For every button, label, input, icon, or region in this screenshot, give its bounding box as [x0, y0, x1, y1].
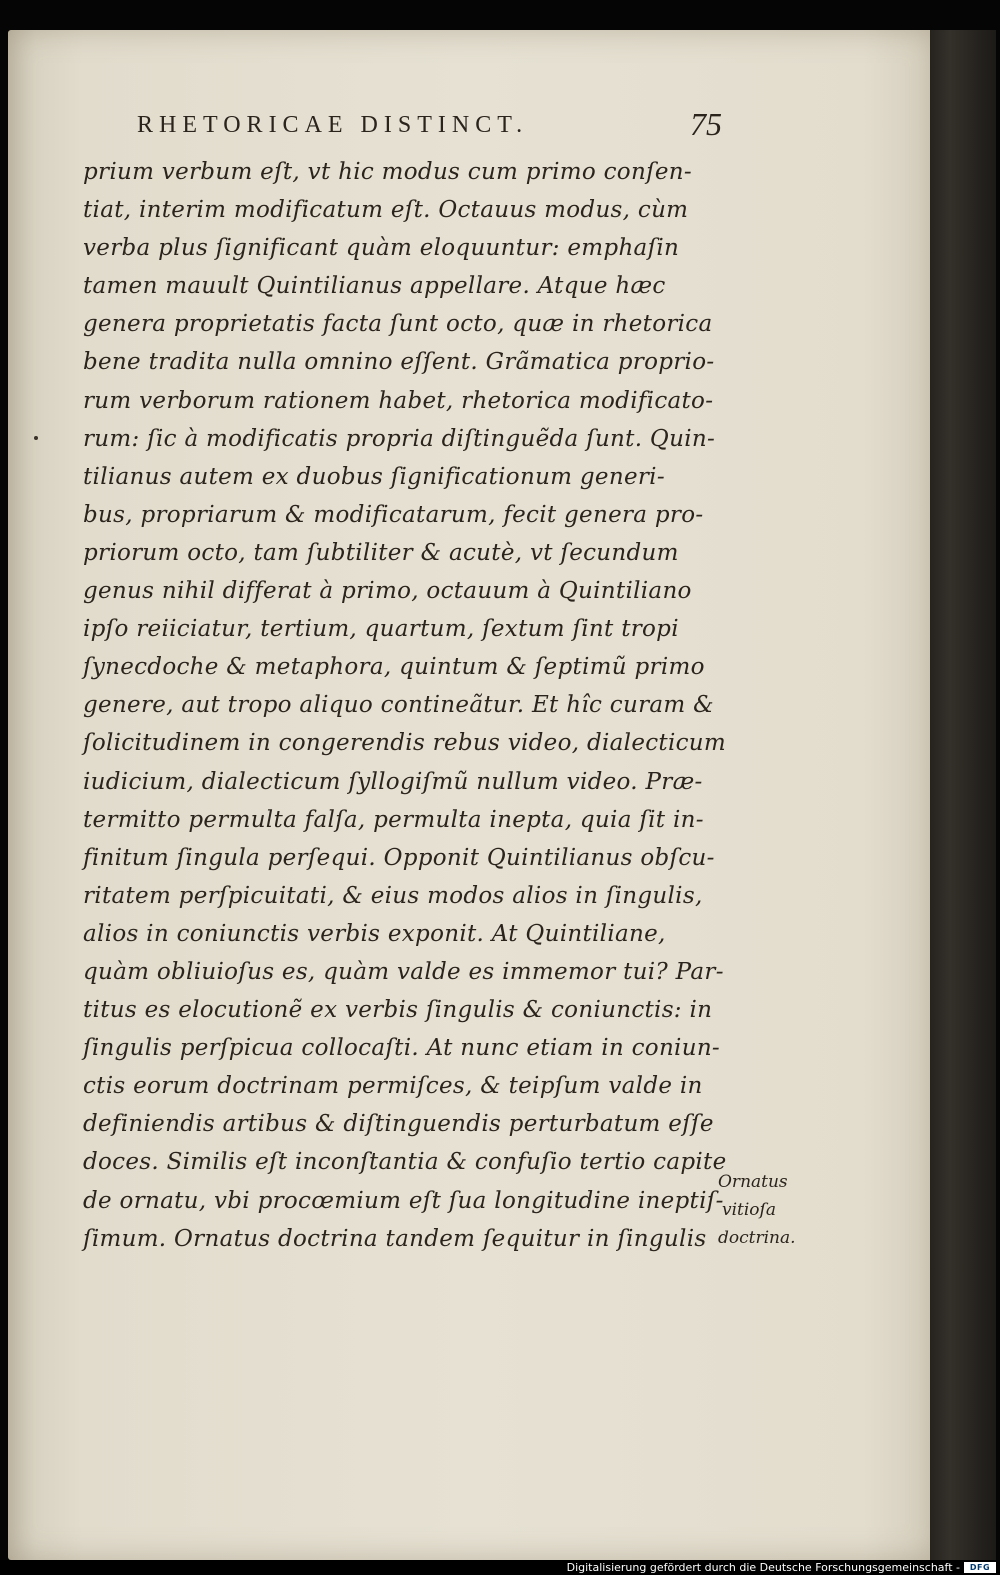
- text-line: rum verborum rationem habet, rhetorica modificato-: [83, 387, 714, 414]
- text-line: doces. Similis eſt inconſtantia & confuſio tertio capite: [83, 1149, 727, 1176]
- text-line: ſynecdoche & metaphora, quintum & ſeptimũ primo: [83, 654, 705, 681]
- text-line: genere, aut tropo aliquo contineãtur. Et hîc curam &: [83, 692, 714, 719]
- text-line: genus nihil differat à primo, octauum à Quintiliano: [83, 578, 692, 605]
- text-line: verba plus ſignificant quàm eloquuntur: emphaſin: [83, 235, 680, 262]
- text-line: ſingulis perſpicua collocaſti. At nunc etiam in coniun-: [83, 1035, 721, 1062]
- text-line: ipſo reiiciatur, tertium, quartum, ſextum ſint tropi: [83, 616, 679, 643]
- text-line: bene tradita nulla omnino eſſent. Grãmatica proprio-: [83, 349, 715, 376]
- text-line: titus es elocutionẽ ex verbis ſingulis & coniunctis: in: [83, 997, 713, 1024]
- marginal-note-line: vitioſa: [722, 1200, 776, 1220]
- text-line: iudicium, dialecticum ſyllogiſmũ nullum video. Præ-: [83, 768, 703, 795]
- marginal-note-line: Ornatus: [718, 1172, 788, 1192]
- funding-credit: Digitalisierung gefördert durch die Deutsche Forschungsgemeinschaft -: [566, 1561, 960, 1574]
- ink-spot: [34, 436, 38, 440]
- text-line: ſimum. Ornatus doctrina tandem ſequitur in ſingulis: [83, 1225, 707, 1252]
- text-line: ſolicitudinem in congerendis rebus video, dialecticum: [83, 730, 727, 757]
- marginal-note-line: doctrina.: [718, 1228, 796, 1248]
- text-line: bus, propriarum & modificatarum, fecit genera pro-: [83, 501, 704, 528]
- dfg-logo: DFG: [964, 1562, 996, 1573]
- text-line: definiendis artibus & diſtinguendis perturbatum eſſe: [83, 1111, 714, 1138]
- running-title: RHETORICAE DISTINCT.: [137, 112, 529, 138]
- text-line: ctis eorum doctrinam permiſces, & teipſum valde in: [83, 1073, 703, 1100]
- text-line: genera proprietatis facta ſunt octo, quæ in rhetorica: [83, 311, 713, 338]
- body-text: [83, 153, 733, 1263]
- text-line: finitum ſingula perſequi. Opponit Quintilianus obſcu-: [83, 844, 715, 871]
- text-line: quàm obliuioſus es, quàm valde es immemor tui? Par-: [83, 958, 724, 985]
- marginal-note: [714, 1168, 814, 1252]
- text-line: prium verbum eſt, vt hic modus cum primo conſen-: [83, 159, 692, 185]
- text-line: tilianus autem ex duobus ſignificationum generi-: [83, 463, 665, 490]
- text-line: alios in coniunctis verbis exponit. At Quintiliane,: [83, 920, 666, 947]
- text-line: priorum octo, tam ſubtiliter & acutè, vt ſecundum: [83, 539, 679, 566]
- text-line: rum: ſic à modificatis propria diſtinguẽda ſunt. Quin-: [83, 425, 716, 452]
- text-line: tiat, interim modificatum eſt. Octauus modus, cùm: [83, 197, 689, 224]
- page-number: 75: [690, 106, 722, 142]
- text-line: tamen mauult Quintilianus appellare. Atque hæc: [83, 273, 666, 300]
- text-line: de ornatu, vbi procœmium eſt ſua longitudine ineptiſ-: [83, 1187, 724, 1214]
- text-line: termitto permulta falſa, permulta inepta, quia ſit in-: [83, 806, 704, 833]
- footer-bar: [0, 1560, 1000, 1575]
- text-line: ritatem perſpicuitati, & eius modos alios in ſingulis,: [83, 882, 703, 909]
- page-edge: [930, 30, 996, 1560]
- running-head: [0, 106, 1000, 146]
